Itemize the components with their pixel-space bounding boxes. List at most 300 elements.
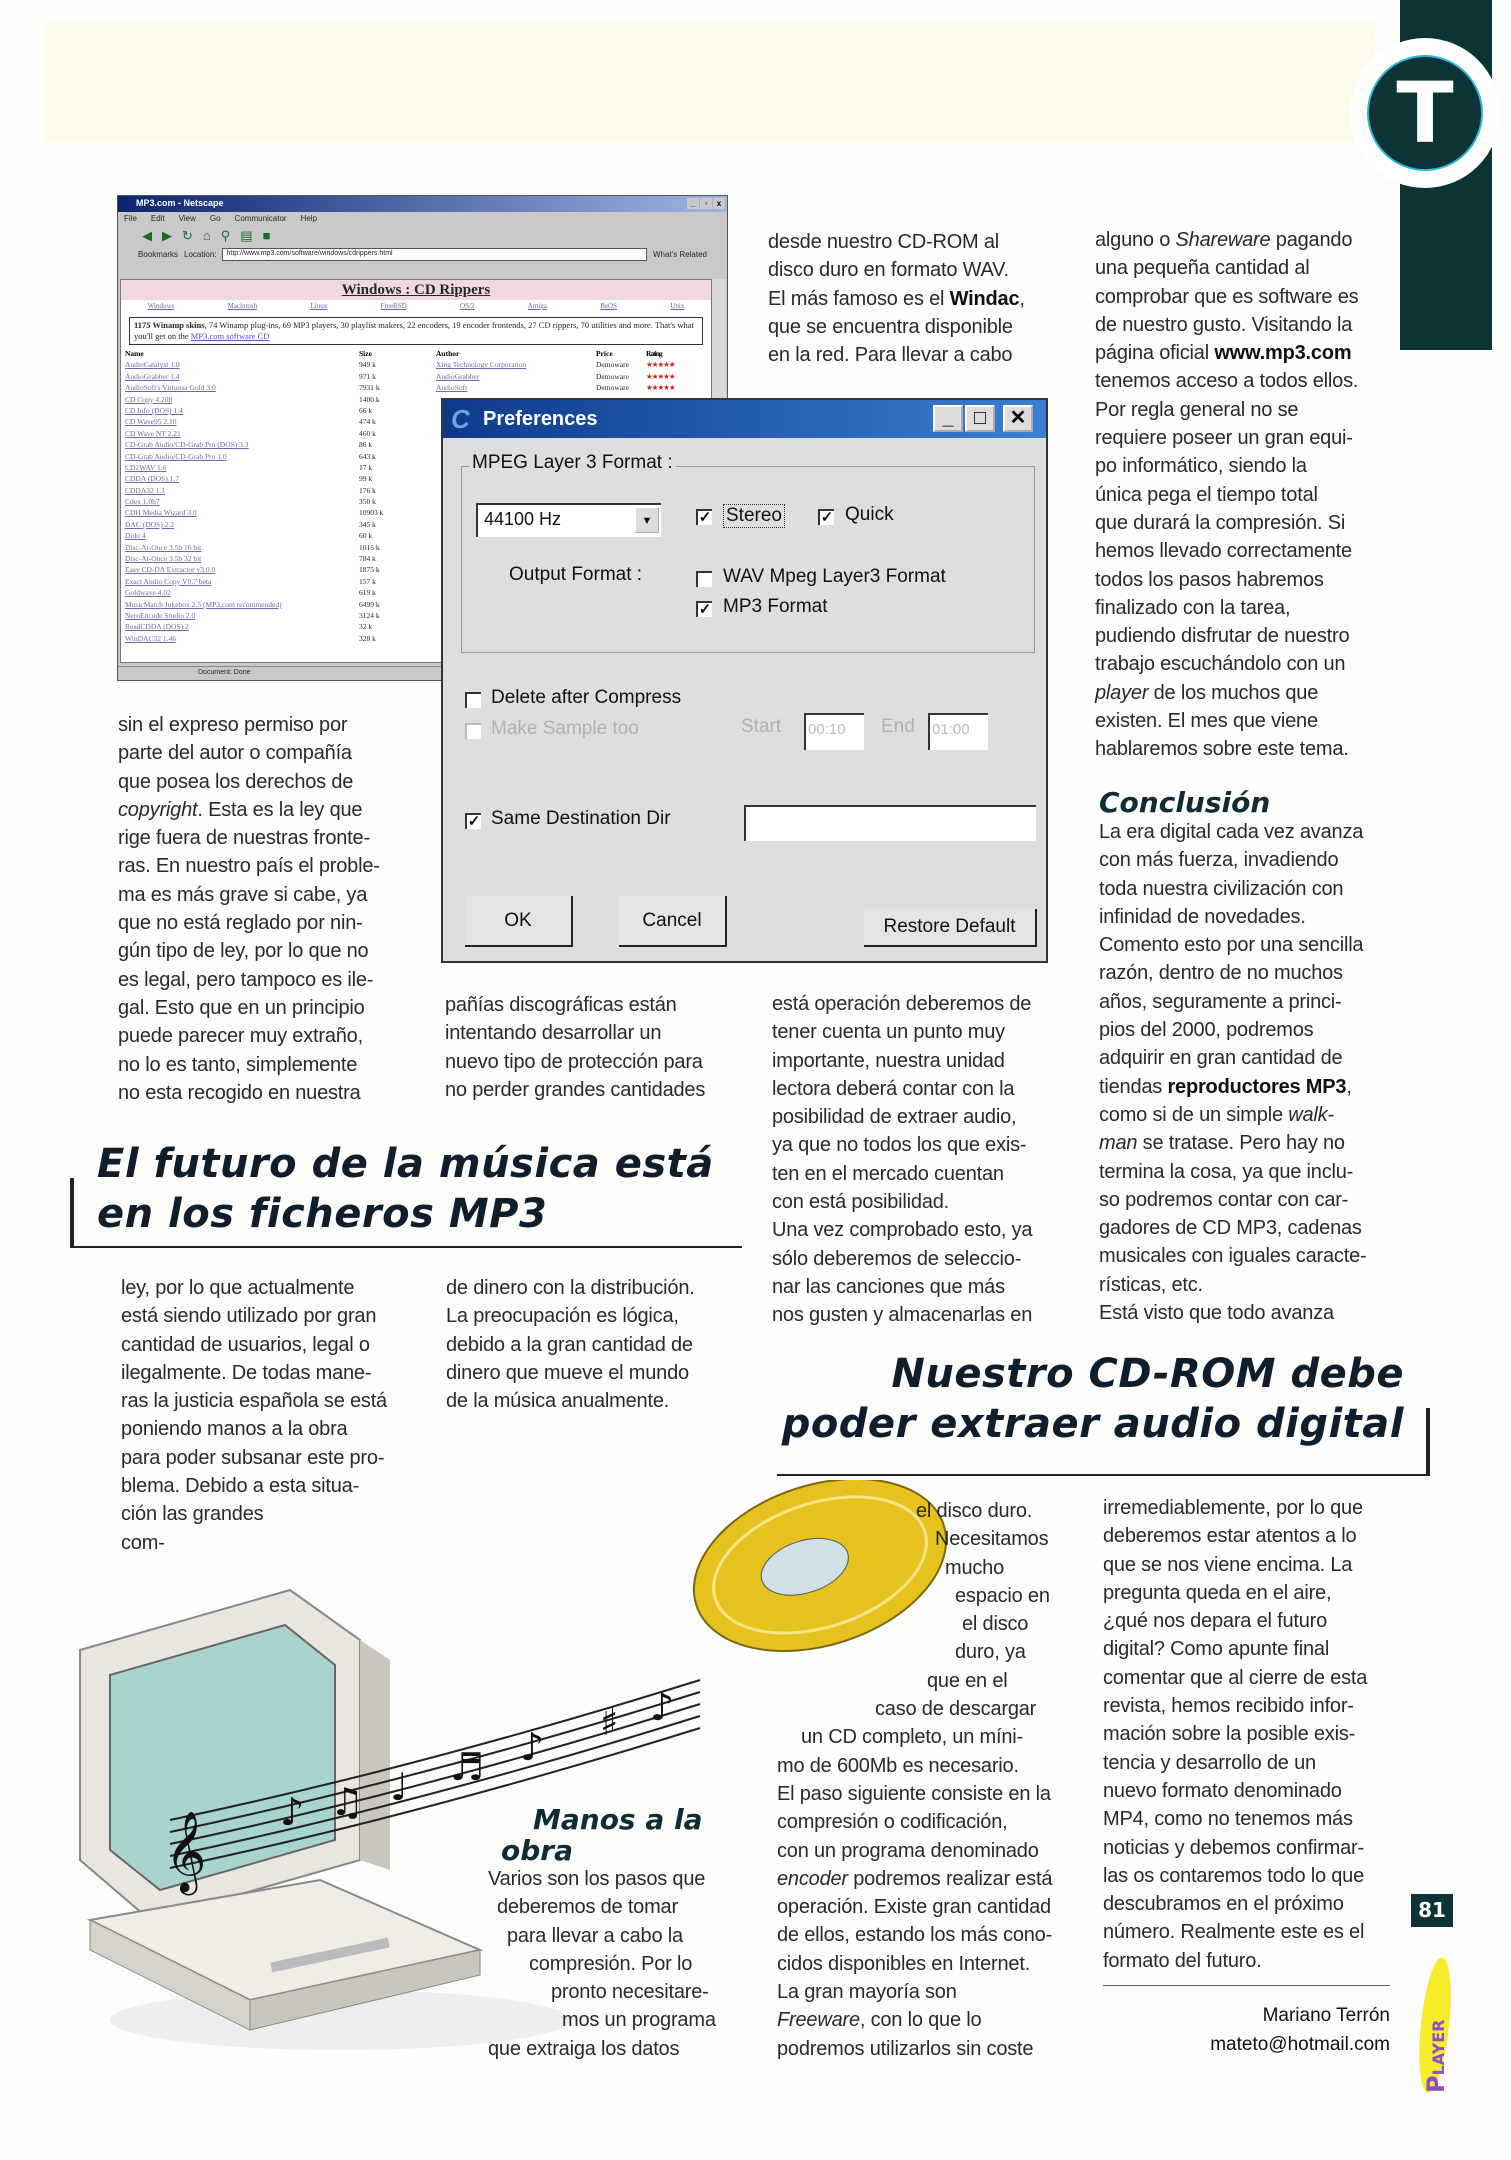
text-line: requiere poseer un gran equi- <box>1095 427 1353 450</box>
text-line: ción las grandes <box>121 1503 264 1526</box>
text-line: que no está reglado por nin- <box>118 912 363 935</box>
text-segment: , con lo que lo <box>859 2009 982 2032</box>
header-dot-pattern <box>45 22 1375 142</box>
cell-size: 86 k <box>359 440 373 450</box>
text-line: blema. Debido a esta situa- <box>121 1475 360 1498</box>
text-segment: pagando <box>1270 229 1353 251</box>
text-line: nos gusten y almacenarlas en <box>772 1304 1033 1327</box>
text-line: formato del futuro. <box>1103 1949 1262 1972</box>
cell-name[interactable]: AudioGrabber 1.4 <box>125 371 180 381</box>
headline-2-bar <box>1426 1408 1430 1476</box>
cell-name[interactable]: Dido 4 <box>125 531 146 541</box>
svg-text:PLAYER: PLAYER <box>1422 2019 1450 2093</box>
table-row <box>121 360 711 371</box>
text-line: mucho <box>945 1556 1005 1579</box>
svg-text:𝄞: 𝄞 <box>165 1810 207 1892</box>
text-line: que en el <box>927 1669 1008 1692</box>
text-line: adquirir en gran cantidad de <box>1099 1047 1343 1070</box>
col-name: Name <box>125 349 144 358</box>
text-line: desde nuestro CD-ROM al <box>768 231 1000 253</box>
cell-name[interactable]: CD Wave NT 2.21 <box>125 428 181 438</box>
headline-2-rule <box>777 1474 1430 1476</box>
svg-text:♬: ♬ <box>450 1745 485 1789</box>
text-line: compresión. Por lo <box>529 1952 693 1975</box>
chevron-down-icon[interactable]: ▼ <box>635 507 659 533</box>
text-line: La gran mayoría son <box>777 1981 957 2004</box>
page-number: 81 <box>1411 1894 1453 1927</box>
text-line: en la red. Para llevar a cabo <box>768 344 1013 367</box>
cell-name[interactable]: DAC (DOS) 2.2 <box>125 519 174 529</box>
cell-size: 328 k <box>359 633 376 643</box>
text-segment: El más famoso es el <box>768 287 950 310</box>
text-line: una pequeña cantidad al <box>1095 257 1310 280</box>
make-sample-label: Make Sample too <box>491 718 639 739</box>
cell-size: 60 k <box>359 531 373 541</box>
menu-edit[interactable]: Edit <box>150 214 165 223</box>
text-line: pronto necesitare- <box>551 1981 709 2004</box>
text-line: el disco <box>962 1613 1029 1636</box>
column-c-bottom <box>777 1497 1052 2063</box>
cell-size: 1015 k <box>359 542 380 552</box>
text-line <box>777 1865 1052 1893</box>
platform-link[interactable]: BeOS <box>600 302 617 310</box>
text-line: nar las canciones que más <box>772 1275 1005 1298</box>
promo-box <box>129 317 703 345</box>
headline-1-line-1: El futuro de la música está <box>97 1141 714 1187</box>
text-line <box>768 285 1025 313</box>
mp3-format-checkbox[interactable]: ✓ <box>696 601 712 617</box>
text-line: hablaremos sobre este tema. <box>1095 738 1349 761</box>
menu-file[interactable]: File <box>124 214 137 223</box>
platform-link[interactable]: Linux <box>310 302 328 310</box>
text-segment: man <box>1099 1132 1138 1155</box>
cell-name[interactable]: CD-Grab Audio/CD-Grab Pro (DOS) 3.3 <box>125 440 249 450</box>
text-line: deberemos estar atentos a lo <box>1103 1525 1357 1548</box>
cell-size: 460 k <box>359 428 376 438</box>
cell-name[interactable]: WinDAC32 1.46 <box>125 633 176 643</box>
text-line <box>1099 1129 1366 1157</box>
minimize-button[interactable]: _ <box>933 405 963 432</box>
cell-name[interactable]: CD Copy 4.208 <box>125 394 173 404</box>
text-line: Necesitamos <box>935 1528 1049 1551</box>
text-line: comprobar que es software es <box>1095 285 1359 308</box>
cell-name[interactable]: NeroEncode Studio 2.0 <box>125 610 196 620</box>
cell-size: 350 k <box>359 497 376 507</box>
back-icon[interactable]: ◀ <box>142 228 152 243</box>
text-line: podremos utilizarlos sin coste <box>777 2037 1034 2060</box>
text-line: Varios son los pasos que <box>488 1868 706 1890</box>
text-line: para llevar a cabo la <box>507 1924 683 1947</box>
promo-text: , 74 Winamp plug-ins, 69 MP3 players, 30 playlist makers, 22 encoders, 19 encoder frontends, 27 CD rippers, 70 utilities and more. That's what you'll get on the <box>134 320 694 341</box>
text-line: gún tipo de ley, por lo que no <box>118 940 369 963</box>
restore-default-button[interactable]: Restore Default <box>864 909 1037 947</box>
text-line: ley, por lo que actualmente <box>121 1277 355 1299</box>
text-line: gadores de CD MP3, cadenas <box>1099 1217 1362 1240</box>
menu-communicator[interactable]: Communicator <box>234 214 287 223</box>
text-line: de nuestro gusto. Visitando la <box>1095 313 1353 336</box>
text-line: ten en el mercado cuentan <box>772 1162 1004 1185</box>
start-label: Start <box>741 716 782 737</box>
menu-help[interactable]: Help <box>300 214 318 223</box>
cell-size: 1400 k <box>359 394 380 404</box>
text-line <box>1095 226 1358 254</box>
text-line: que extraiga los datos <box>488 2037 680 2060</box>
menu-go[interactable]: Go <box>209 214 221 223</box>
table-header <box>121 349 711 360</box>
text-segment: walk- <box>1288 1103 1334 1126</box>
text-line: está operación deberemos de <box>772 993 1032 1015</box>
text-line: revista, hemos recibido infor- <box>1103 1695 1354 1718</box>
text-line: años, seguramente a princi- <box>1099 990 1342 1013</box>
status-bar: Document: Done <box>118 666 727 680</box>
text-line: pregunta queda en el aire, <box>1103 1581 1332 1604</box>
text-line <box>777 2006 1052 2034</box>
text-line: parte del autor o compañía <box>118 742 352 765</box>
promo-link[interactable]: MP3.com software CD <box>190 331 270 341</box>
cell-author[interactable]: AudioSoft <box>436 383 468 393</box>
cell-price: Demoware <box>596 371 629 381</box>
close-button[interactable]: ✕ <box>1003 405 1033 432</box>
col-author: Author <box>436 349 460 358</box>
text-line: compresión o codificación, <box>777 1811 1008 1834</box>
text-line <box>1099 1073 1366 1101</box>
text-line: comentar que al cierre de esta <box>1103 1666 1368 1689</box>
text-line: rísticas, etc. <box>1099 1273 1203 1296</box>
cell-size: 7931 k <box>359 383 380 393</box>
col-size: Size <box>359 349 372 358</box>
column-b-top <box>445 991 705 1104</box>
same-dest-checkbox[interactable]: ✓ <box>465 813 481 829</box>
author-email[interactable]: mateto@hotmail.com <box>1210 2034 1390 2055</box>
table-row <box>121 383 711 394</box>
text-segment: , <box>1346 1075 1352 1098</box>
text-line <box>118 796 380 824</box>
toolbar <box>118 227 727 245</box>
app-icon: C <box>451 404 470 434</box>
text-line <box>1095 679 1358 707</box>
text-line: so podremos contar con car- <box>1099 1188 1349 1211</box>
text-line: trabajo escuchándolo con un <box>1095 653 1346 676</box>
cell-size: 949 k <box>359 360 376 370</box>
wav-format-label[interactable]: WAV Mpeg Layer3 Format <box>723 566 946 587</box>
platform-link[interactable]: Unix <box>670 302 685 310</box>
text-line: todos los pasos habremos <box>1095 568 1324 591</box>
location-bar <box>118 245 727 263</box>
text-line: ras la justicia española se está <box>121 1390 387 1413</box>
cell-name[interactable]: CDDA (DOS) 1.7 <box>125 474 179 484</box>
cell-rating: ★★★★★ <box>646 371 675 381</box>
location-label: Location: <box>184 249 217 259</box>
text-line: no lo es tanto, simplemente <box>118 1053 358 1076</box>
text-segment: Windac <box>949 287 1020 310</box>
cell-author[interactable]: Xing Technology Corporation <box>436 360 527 370</box>
text-line: que durará la compresión. Si <box>1095 511 1346 534</box>
text-segment: de los muchos que <box>1148 681 1319 704</box>
text-segment: como si de un simple <box>1099 1103 1289 1126</box>
text-segment: player <box>1095 681 1149 704</box>
text-segment: encoder <box>777 1867 848 1890</box>
text-line: po informático, siendo la <box>1095 455 1307 478</box>
svg-text:♯: ♯ <box>600 1700 619 1744</box>
text-line: importante, nuestra unidad <box>772 1049 1005 1072</box>
text-line: sólo deberemos de seleccio- <box>772 1247 1022 1270</box>
text-line: pios del 2000, podremos <box>1099 1019 1314 1042</box>
col-rating: Rating <box>646 349 662 358</box>
cell-size: 971 k <box>359 371 376 381</box>
column-d-bottom <box>1103 1494 1367 1975</box>
text-line: dinero que mueve el mundo <box>446 1361 689 1384</box>
cell-size: 10903 k <box>359 508 384 518</box>
platform-link[interactable]: OS/2 <box>460 302 475 310</box>
maximize-button[interactable]: ▫ <box>700 198 712 209</box>
text-line: gal. Esto que en un principio <box>118 996 365 1019</box>
text-line: toda nuestra civilización con <box>1099 877 1344 900</box>
make-sample-checkbox[interactable] <box>465 723 481 739</box>
platform-nav <box>121 300 711 313</box>
text-line: existen. El mes que viene <box>1095 710 1318 733</box>
text-line: es legal, pero tampoco es ile- <box>118 968 374 991</box>
stereo-checkbox[interactable]: ✓ <box>696 509 712 525</box>
reload-icon[interactable]: ↻ <box>182 228 193 243</box>
cell-name[interactable]: CD Wave95 2.10 <box>125 417 177 427</box>
cell-price: Demoware <box>596 360 629 370</box>
start-input[interactable]: 00:10 <box>804 713 864 750</box>
minimize-button[interactable]: _ <box>687 198 699 209</box>
text-line: finalizado con la tarea, <box>1095 596 1291 619</box>
promo-bold: 1175 Winamp skins <box>134 320 205 330</box>
search-icon[interactable]: ⚲ <box>220 228 231 243</box>
headline-2-line-1: Nuestro CD-ROM debe <box>891 1351 1404 1397</box>
conclusion-text <box>1099 818 1366 1327</box>
text-line: razón, dentro de no muchos <box>1099 962 1343 985</box>
bookmarks-button[interactable]: Bookmarks <box>138 249 179 259</box>
sample-rate-select[interactable] <box>476 503 661 537</box>
text-line: infinidad de novedades. <box>1099 905 1306 928</box>
text-line: no esta recogido en nuestra <box>118 1081 361 1104</box>
cell-rating: ★★★★★ <box>646 383 675 393</box>
text-line: de ellos, estando los más cono- <box>777 1924 1053 1947</box>
end-label: End <box>881 716 915 737</box>
text-line: ya que no todos los que exis- <box>772 1134 1027 1157</box>
destination-input[interactable] <box>744 805 1036 841</box>
delete-after-checkbox[interactable] <box>465 692 481 708</box>
menu-view[interactable]: View <box>178 214 196 223</box>
platform-link[interactable]: Windows <box>147 302 175 310</box>
cell-name[interactable]: CDDA32 1.1 <box>125 485 166 495</box>
col-price: Price <box>596 349 613 358</box>
text-line: mo de 600Mb es necesario. <box>777 1754 1019 1777</box>
text-line: ma es más grave si cabe, ya <box>118 883 368 906</box>
quick-label[interactable]: Quick <box>845 504 894 525</box>
cell-price: Demoware <box>596 383 629 393</box>
text-line: pañías discográficas están <box>445 994 677 1016</box>
text-line: disco duro en formato WAV. <box>768 259 1009 282</box>
headline-1-rule <box>70 1246 742 1248</box>
cell-name[interactable]: AudioSoft's Virtuosa Gold 3.0 <box>125 383 216 393</box>
text-segment: página oficial <box>1095 342 1215 365</box>
text-line: de dinero con la distribución. <box>446 1277 695 1299</box>
netscape-titlebar <box>118 196 727 212</box>
text-line: musicales con iguales caracte- <box>1099 1245 1367 1268</box>
platform-link[interactable]: Amiga <box>527 302 547 310</box>
quick-checkbox[interactable]: ✓ <box>818 509 834 525</box>
text-line: duro, ya <box>955 1641 1026 1664</box>
text-line: El paso siguiente consiste en la <box>777 1782 1051 1805</box>
text-line: para poder subsanar este pro- <box>121 1446 385 1469</box>
text-line: ¿qué nos depara el futuro <box>1103 1610 1328 1633</box>
end-input[interactable]: 01:00 <box>928 713 988 750</box>
wav-format-checkbox[interactable] <box>696 571 712 587</box>
dialog-title: Preferences <box>483 408 598 430</box>
text-segment: , <box>1019 287 1025 310</box>
text-line: Por regla general no se <box>1095 398 1299 421</box>
cell-name[interactable]: Disc-At-Once 3.5b 32 bit <box>125 554 202 564</box>
cell-rating: ★★★★★ <box>646 360 675 370</box>
sample-rate-value: 44100 Hz <box>484 509 562 529</box>
url-input[interactable]: http://www.mp3.com/software/windows/cdrippers.html <box>222 248 647 261</box>
text-line: irremediablemente, por lo que <box>1103 1497 1363 1519</box>
cell-size: 176 k <box>359 485 376 495</box>
column-b-bottom <box>446 1274 695 1415</box>
text-line: poniendo manos a la obra <box>121 1418 348 1441</box>
mp3-format-label[interactable]: MP3 Format <box>723 596 828 617</box>
cancel-button[interactable]: Cancel <box>619 896 727 947</box>
headline-2-line-2: poder extraer audio digital <box>781 1401 1404 1447</box>
text-segment: podremos realizar está <box>847 1867 1053 1890</box>
cell-size: 643 k <box>359 451 376 461</box>
cell-size: 1875 k <box>359 565 380 575</box>
manos-heading-line-1: Manos a la <box>533 1803 703 1836</box>
cell-size: 32 k <box>359 622 373 632</box>
svg-text:♪: ♪ <box>650 1685 675 1729</box>
cell-size: 99 k <box>359 474 373 484</box>
cell-name[interactable]: CD Info (DOS) 1.4 <box>125 405 183 415</box>
text-line: pudiendo disfrutar de nuestro <box>1095 625 1350 648</box>
pc-player-logo <box>1414 1955 1456 2097</box>
text-line: noticias y debemos confirmar- <box>1103 1836 1364 1859</box>
text-line: digital? Como apunte final <box>1103 1638 1330 1661</box>
text-line: mos un programa <box>562 2009 716 2032</box>
mpeg-group <box>461 466 1035 653</box>
text-line: Comento esto por una sencilla <box>1099 934 1364 957</box>
maximize-button[interactable]: □ <box>965 405 995 432</box>
text-line <box>1095 339 1358 367</box>
text-line: puede parecer muy extraño, <box>118 1025 363 1048</box>
cell-name[interactable]: Easy CD-DA Extractor v3.0.0 <box>125 565 216 575</box>
cell-name[interactable]: Disc-At-Once 3.5b 16 bit <box>125 542 202 552</box>
column-c-middle <box>772 990 1032 1330</box>
text-line: que se nos viene encima. La <box>1103 1553 1353 1576</box>
page-heading: Windows : CD Rippers <box>121 280 711 300</box>
delete-after-label[interactable]: Delete after Compress <box>491 687 682 708</box>
text-line: las os contaremos todo lo que <box>1103 1864 1365 1887</box>
text-line: com- <box>121 1531 165 1554</box>
text-line: con está posibilidad. <box>772 1191 950 1214</box>
output-format-label: Output Format : <box>509 564 643 585</box>
cell-size: 157 k <box>359 576 376 586</box>
cell-name[interactable]: Goldwave 4.02 <box>125 588 171 598</box>
text-line: está siendo utilizado por gran <box>121 1305 377 1328</box>
text-line: debido a la gran cantidad de <box>446 1333 693 1356</box>
window-title: MP3.com - Netscape <box>136 198 224 208</box>
text-line: intentando desarrollar un <box>445 1022 662 1045</box>
cell-name[interactable]: Exact Audio Copy V0.7 beta <box>125 576 212 586</box>
manos-heading-line-2: obra <box>501 1834 573 1867</box>
manos-text <box>488 1865 716 2063</box>
text-segment: tiendas <box>1099 1075 1168 1098</box>
platform-link[interactable]: Macintosh <box>227 302 258 310</box>
text-segment: Shareware <box>1175 229 1271 251</box>
text-segment: reproductores MP3 <box>1167 1075 1347 1098</box>
text-line: espacio en <box>955 1584 1050 1607</box>
cell-name[interactable]: AudioCatalyst 1.0 <box>125 360 180 370</box>
text-segment: www.mp3.com <box>1214 342 1352 365</box>
author-name: Mariano Terrón <box>1262 2005 1390 2026</box>
text-line: La era digital cada vez avanza <box>1099 821 1364 843</box>
cell-name[interactable]: CD2WAV 1.6 <box>125 462 167 472</box>
text-line: el disco duro. <box>916 1500 1033 1522</box>
text-line: operación. Existe gran cantidad <box>777 1896 1051 1919</box>
signature-rule <box>1103 1985 1390 1986</box>
text-segment: alguno o <box>1095 229 1176 251</box>
cell-author[interactable]: AudioGrabber <box>436 371 480 381</box>
text-line: MP4, como no tenemos más <box>1103 1808 1353 1831</box>
column-c-top <box>768 228 1025 369</box>
cell-size: 17 k <box>359 462 373 472</box>
text-line: lectora deberá contar con la <box>772 1077 1015 1100</box>
text-line: única pega el tiempo total <box>1095 483 1318 506</box>
text-line: con un programa denominado <box>777 1839 1039 1862</box>
close-button[interactable]: x <box>713 198 725 209</box>
section-badge: T <box>1367 55 1483 171</box>
text-line: hemos llevado correctamente <box>1095 540 1352 563</box>
text-line: La preocupación es lógica, <box>446 1305 679 1328</box>
text-line: nuevo formato denominado <box>1103 1779 1342 1802</box>
cell-size: 619 k <box>359 588 376 598</box>
cell-size: 784 k <box>359 554 376 564</box>
text-segment: Freeware <box>777 2009 860 2032</box>
forward-icon[interactable]: ▶ <box>162 228 172 243</box>
ok-button[interactable]: OK <box>465 896 573 947</box>
home-icon[interactable]: ⌂ <box>202 228 211 243</box>
text-line <box>1099 1101 1366 1129</box>
stereo-label[interactable]: Stereo <box>723 504 785 528</box>
text-line: ilegalmente. De todas mane- <box>121 1361 372 1384</box>
same-dest-label[interactable]: Same Destination Dir <box>491 808 671 829</box>
stop-icon[interactable]: ■ <box>262 228 271 243</box>
text-line: posibilidad de extraer audio, <box>772 1106 1017 1129</box>
cell-name[interactable]: CDH Media Wizard 3.0 <box>125 508 197 518</box>
cell-size: 3124 k <box>359 610 380 620</box>
text-line: deberemos de tomar <box>497 1896 678 1919</box>
cell-name[interactable]: Cdex 1.0b7 <box>125 497 160 507</box>
print-icon[interactable]: ▤ <box>240 228 253 243</box>
text-line: mación sobre la posible exis- <box>1103 1723 1356 1746</box>
text-line: cantidad de usuarios, legal o <box>121 1333 370 1356</box>
platform-link[interactable]: FreeBSD <box>380 302 407 310</box>
cell-name[interactable]: MusicMatch Jukebox 2.5 (MP3.com recommended) <box>125 599 282 609</box>
whats-related-button[interactable]: What's Related <box>653 249 707 259</box>
text-line: Está visto que todo avanza <box>1099 1302 1334 1325</box>
headline-1-bar <box>70 1178 74 1248</box>
text-line: ras. En nuestro país el proble- <box>118 855 380 878</box>
text-line: que se encuentra disponible <box>768 315 1013 338</box>
cell-name[interactable]: CD-Grab Audio/CD-Grab Pro 1.0 <box>125 451 227 461</box>
menu-bar <box>118 212 727 227</box>
cell-size: 345 k <box>359 519 376 529</box>
cell-name[interactable]: ReadCDDA (DOS) 2 <box>125 622 189 632</box>
svg-text:♪: ♪ <box>520 1725 545 1769</box>
